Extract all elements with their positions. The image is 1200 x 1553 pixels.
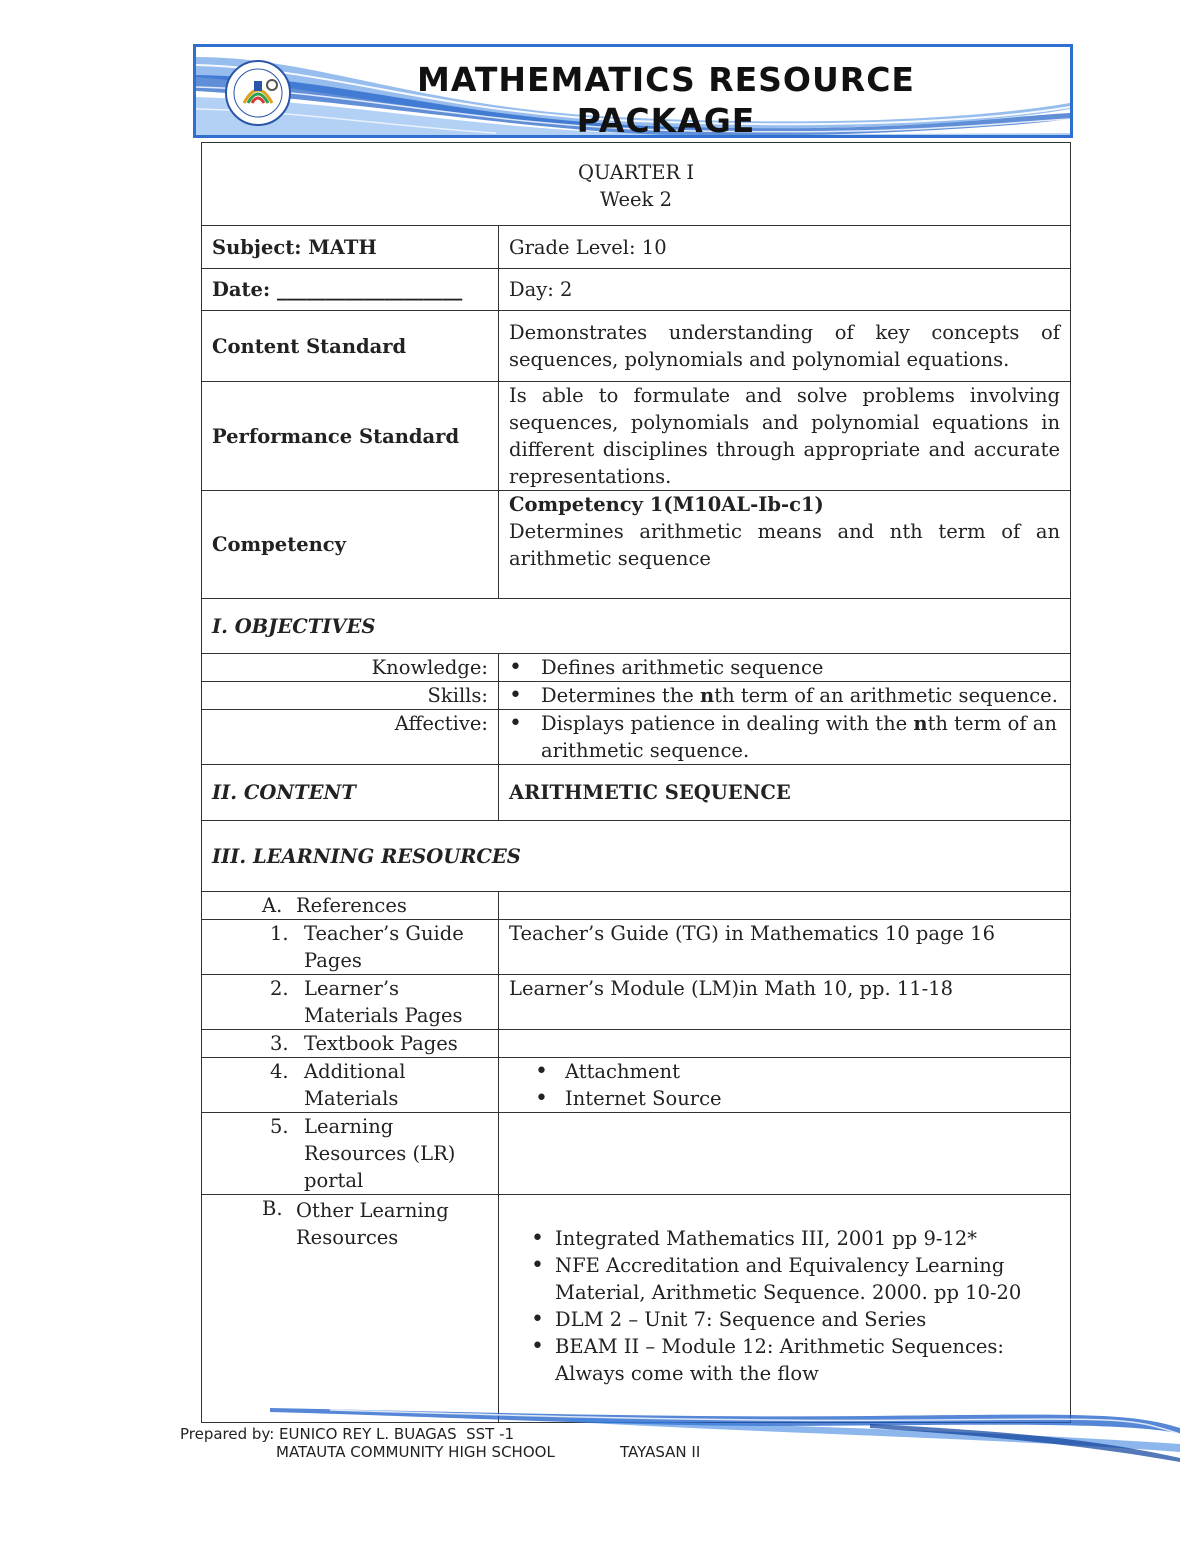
references-text: References	[296, 894, 407, 917]
quarter-title: QUARTER I	[577, 161, 695, 184]
item-num: 3.	[270, 1032, 289, 1055]
other-resources-row	[202, 1195, 1071, 1423]
textbook-cell	[202, 1030, 499, 1058]
resources-heading-row	[202, 821, 1071, 892]
textbook-row	[202, 1030, 1071, 1058]
skills-row	[202, 682, 1071, 710]
objectives-heading-row	[202, 599, 1071, 654]
knowledge-label: Knowledge:	[202, 654, 499, 682]
lr-portal-cell	[202, 1113, 499, 1195]
performance-standard-label: Performance Standard	[202, 382, 499, 491]
footer-prepared-by: Prepared by: EUNICO REY L. BUAGAS SST -1	[180, 1425, 515, 1443]
header-title-line2: PACKAGE	[576, 101, 756, 138]
skills-text-post: th term of an arithmetic sequence.	[714, 684, 1058, 707]
knowledge-row	[202, 654, 1071, 682]
list-item: • Defines arithmetic sequence	[505, 654, 1060, 681]
competency-code: Competency 1(M10AL-Ib-c1)	[509, 493, 824, 516]
content-standard-text: Demonstrates understanding of key concepts of sequences, polynomials and polynomial equations.	[499, 311, 1071, 382]
subject-row	[202, 226, 1071, 269]
affective-label: Affective:	[202, 710, 499, 765]
skills-n: n	[700, 684, 715, 707]
learners-materials-row	[202, 975, 1071, 1030]
footer-district: TAYASAN II	[620, 1443, 701, 1461]
item-num: 2.	[270, 977, 289, 1000]
additional-materials-cell	[202, 1058, 499, 1113]
references-num: A.	[262, 894, 283, 917]
list-item: • Attachment	[505, 1058, 1060, 1085]
performance-standard-text: Is able to formulate and solve problems involving sequences, polynomials and polynomial equations in different disciplines through appropriate and accurate representations.	[499, 382, 1071, 491]
date-row	[202, 269, 1071, 311]
content-standard-label: Content Standard	[202, 311, 499, 382]
quarter-cell	[202, 143, 1071, 226]
subject-cell: Subject: MATH	[202, 226, 499, 269]
additional-materials-row	[202, 1058, 1071, 1113]
competency-cell	[499, 491, 1071, 599]
affective-text-pre: Displays patience in dealing with the	[541, 712, 914, 735]
header-banner	[193, 44, 1073, 138]
skills-list	[505, 682, 1060, 709]
content-standard-row	[202, 311, 1071, 382]
lr-portal-value	[499, 1113, 1071, 1195]
references-cell	[202, 892, 499, 920]
item-num: 5.	[270, 1115, 289, 1138]
teachers-guide-cell	[202, 920, 499, 975]
day-cell: Day: 2	[499, 269, 1071, 311]
week-label: Week 2	[600, 188, 672, 211]
teachers-guide-row	[202, 920, 1071, 975]
learners-materials-label	[212, 975, 488, 1029]
other-resources-num: B.	[262, 1197, 283, 1220]
other-resources-value	[499, 1195, 1071, 1423]
list-item: • BEAM II – Module 12: Arithmetic Sequences: Always come with the flow	[505, 1333, 1030, 1387]
learners-materials-cell	[202, 975, 499, 1030]
list-item: • NFE Accreditation and Equivalency Learning Material, Arithmetic Sequence. 2000. pp 10-20	[505, 1252, 1030, 1306]
lesson-plan-table	[201, 142, 1071, 1423]
lr-portal-label	[212, 1113, 488, 1194]
list-item: • DLM 2 – Unit 7: Sequence and Series	[505, 1306, 1030, 1333]
affective-cell	[499, 710, 1071, 765]
item-num: 4.	[270, 1060, 289, 1083]
grade-level-cell: Grade Level: 10	[499, 226, 1071, 269]
list-item: • Integrated Mathematics III, 2001 pp 9-12*	[505, 1225, 1030, 1252]
item-label: Learning Resources (LR) portal	[304, 1115, 456, 1192]
textbook-value	[499, 1030, 1071, 1058]
resources-heading: III. LEARNING RESOURCES	[202, 821, 1071, 892]
item-label: Learner’s Materials Pages	[304, 977, 463, 1027]
affective-text-post: th term of an arithmetic sequence.	[541, 712, 1057, 762]
teachers-guide-label	[212, 920, 488, 974]
item-label: Textbook Pages	[304, 1032, 458, 1055]
additional-materials-label	[212, 1058, 488, 1112]
objectives-heading: I. OBJECTIVES	[202, 599, 1071, 654]
quarter-row	[202, 143, 1071, 226]
additional-materials-list	[505, 1058, 1060, 1112]
content-row	[202, 765, 1071, 821]
footer-school: MATAUTA COMMUNITY HIGH SCHOOL	[276, 1443, 555, 1461]
other-resources-cell	[202, 1195, 499, 1423]
skills-label: Skills:	[202, 682, 499, 710]
affective-row	[202, 710, 1071, 765]
item-label: Additional Materials	[304, 1060, 406, 1110]
skills-text-pre: Determines the	[541, 684, 701, 707]
other-resources-list	[505, 1225, 1030, 1387]
knowledge-cell	[499, 654, 1071, 682]
competency-row	[202, 491, 1071, 599]
competency-label: Competency	[202, 491, 499, 599]
item-num: 1.	[270, 922, 289, 945]
additional-materials-value	[499, 1058, 1071, 1113]
knowledge-list	[505, 654, 1060, 681]
skills-cell	[499, 682, 1071, 710]
content-value: ARITHMETIC SEQUENCE	[499, 765, 1071, 821]
item-label: Teacher’s Guide Pages	[304, 922, 464, 972]
other-resources-label	[212, 1195, 488, 1251]
list-item	[505, 710, 1060, 764]
textbook-label	[212, 1030, 488, 1057]
references-row	[202, 892, 1071, 920]
affective-list	[505, 710, 1060, 764]
performance-standard-row	[202, 382, 1071, 491]
content-heading: II. CONTENT	[202, 765, 499, 821]
teachers-guide-value: Teacher’s Guide (TG) in Mathematics 10 page 16	[499, 920, 1071, 975]
header-title-line1: MATHEMATICS RESOURCE	[417, 60, 915, 99]
other-resources-text: Other Learning Resources	[296, 1199, 449, 1249]
lr-portal-row	[202, 1113, 1071, 1195]
list-item	[505, 682, 1060, 709]
deped-seal-logo	[224, 59, 292, 127]
list-item: • Internet Source	[505, 1085, 1060, 1112]
affective-n: n	[913, 712, 928, 735]
references-value	[499, 892, 1071, 920]
header-title	[336, 59, 996, 138]
competency-text: Determines arithmetic means and nth term of an arithmetic sequence	[509, 520, 1061, 570]
references-label	[212, 892, 488, 919]
learners-materials-value: Learner’s Module (LM)in Math 10, pp. 11-18	[499, 975, 1071, 1030]
date-cell: Date: ___________________	[202, 269, 499, 311]
